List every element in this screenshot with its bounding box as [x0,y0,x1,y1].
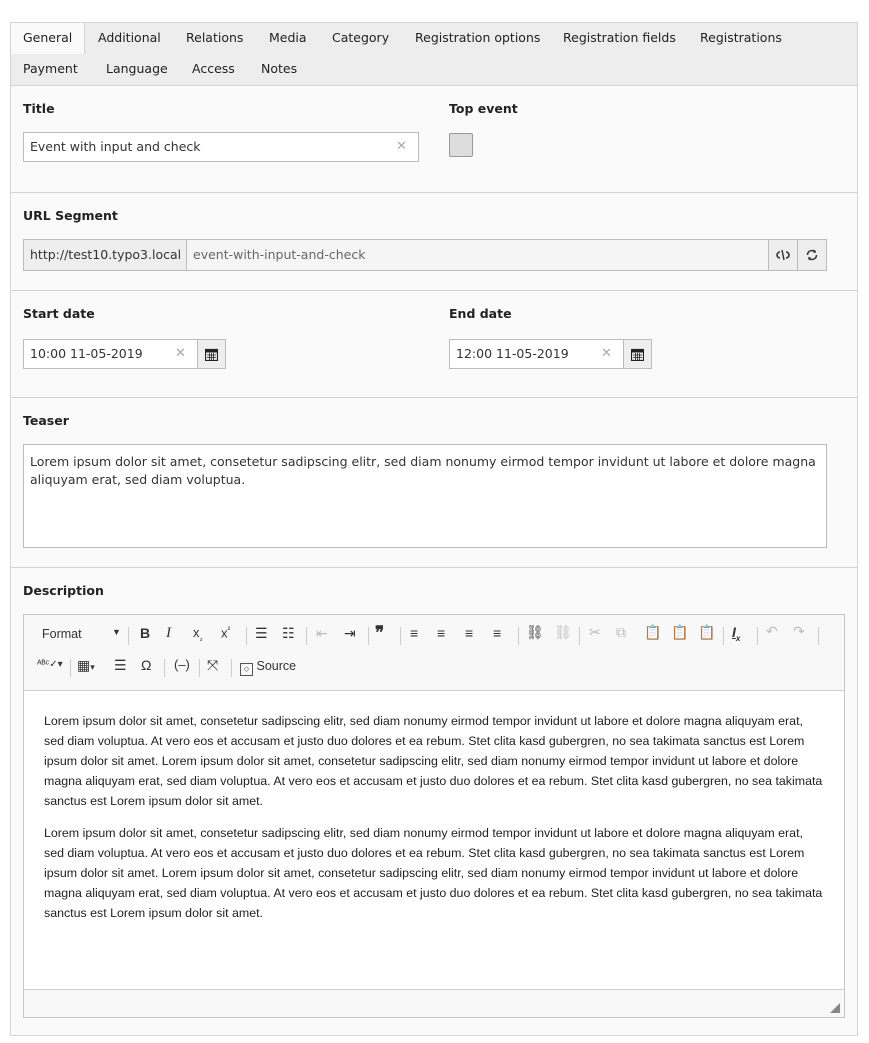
calendar-icon [205,348,218,361]
tab-language[interactable]: Language [106,61,168,76]
tab-category[interactable]: Category [332,30,390,45]
toolbar-separator [723,627,724,645]
align-justify-icon[interactable]: ≡ [493,625,502,641]
chevron-down-icon: ▼ [112,627,121,637]
special-char-icon[interactable]: Ω [141,657,152,673]
tab-additional[interactable]: Additional [98,30,161,45]
refresh-icon [805,248,819,262]
toggle-slug-icon [776,248,790,262]
title-label: Title [23,101,55,116]
source-button[interactable] [240,659,296,676]
toolbar-separator [579,627,580,645]
remove-format-icon[interactable]: $I_x$ [732,624,741,643]
editor-footer [24,989,844,1017]
toggle-slug-button[interactable] [768,239,798,271]
blockquote-icon[interactable]: ❞ [375,623,385,642]
rich-text-editor [23,614,845,1018]
description-paragraph: Lorem ipsum dolor sit amet, consetetur sadipscing elitr, sed diam nonumy eirmod tempor invidunt ut labore et dolore magna aliquyam erat, sed diam voluptua. At vero eos et accusam et justo duo dolores et ea rebum. Stet clita kasd gubergren, no sea takimata sanctus est Lorem ipsum dolor sit amet. Lorem ipsum dolor sit amet, consetetur sadipscing elitr, sed diam nonumy eirmod tempor invidunt ut labore et dolore magna aliquyam erat, sed diam voluptua. At vero eos et accusam et justo duo dolores et ea rebum. Stet clita kasd gubergren, no sea takimata sanctus est Lorem ipsum dolor sit amet. [44,714,823,808]
description-section [11,567,857,1035]
url-segment-label: URL Segment [23,208,118,223]
start-date-label: Start date [23,306,95,321]
tab-registrations[interactable]: Registrations [700,30,782,45]
title-value: Event with input and check [30,139,201,154]
align-center-icon[interactable]: ≡ [437,625,446,641]
editor-toolbar [24,615,844,691]
url-segment-input[interactable]: event-with-input-and-check [186,239,769,271]
tab-registration-fields[interactable]: Registration fields [563,30,676,45]
toolbar-separator [128,627,129,645]
toolbar-separator [400,627,401,645]
toolbar-separator [757,627,758,645]
toolbar-separator [518,627,519,645]
description-paragraph: Lorem ipsum dolor sit amet, consetetur sadipscing elitr, sed diam nonumy eirmod tempor invidunt ut labore et dolore magna aliquyam erat, sed diam voluptua. At vero eos et accusam et justo duo dolores et ea rebum. Stet clita kasd gubergren, no sea takimata sanctus est Lorem ipsum dolor sit amet. Lorem ipsum dolor sit amet, consetetur sadipscing elitr, sed diam nonumy eirmod tempor invidunt ut labore et dolore magna aliquyam erat, sed diam voluptua. At vero eos et accusam et justo duo dolores et ea rebum. Stet clita kasd gubergren, no sea takimata sanctus est Lorem ipsum dolor sit amet. [44,826,823,920]
url-prefix: http://test10.typo3.local [23,239,187,271]
toolbar-separator [231,659,232,677]
teaser-textarea[interactable]: Lorem ipsum dolor sit amet, consetetur sadipscing elitr, sed diam nonumy eirmod tempor invidunt ut labore et dolore magna aliquyam erat, sed diam voluptua. [23,444,827,548]
undo-icon[interactable]: ↶ [766,623,778,639]
toolbar-separator [199,659,200,677]
paste-text-icon[interactable]: 📋 [671,624,689,640]
toolbar-separator [164,659,165,677]
end-date-label: End date [449,306,512,321]
resize-handle-icon[interactable] [830,1003,840,1013]
superscript-button[interactable]: $x^{^2}$ [221,625,231,641]
start-date-picker-button[interactable] [197,339,226,369]
teaser-section [11,397,857,568]
dates-section [11,290,857,398]
outdent-icon[interactable]: ⇤ [316,625,328,641]
tab-bar [11,23,857,86]
title-input[interactable] [23,132,419,162]
end-date-input[interactable] [449,339,624,369]
paste-icon[interactable]: 📋 [644,624,662,640]
form-frame [10,22,858,1036]
title-section [11,85,857,193]
link-icon[interactable]: ⛓ [526,624,544,640]
numbered-list-icon[interactable]: ☰ [255,625,268,641]
tab-notes[interactable]: Notes [261,61,298,76]
toolbar-separator [246,627,247,645]
top-event-checkbox[interactable] [449,133,473,157]
cut-icon[interactable]: ✂ [589,624,601,640]
top-event-label: Top event [449,101,518,116]
indent-icon[interactable]: ⇥ [344,625,356,641]
clear-icon[interactable]: ✕ [396,139,407,154]
tab-relations[interactable]: Relations [186,30,244,45]
tab-general[interactable]: General [11,23,85,54]
table-icon[interactable]: ▦▾ [77,657,95,673]
start-date-input[interactable] [23,339,198,369]
align-right-icon[interactable]: ≡ [465,625,474,641]
copy-icon[interactable]: ⧉ [616,624,626,640]
source-label: Source [256,659,297,673]
spellcheck-icon[interactable]: ᴬᴮᶜ✓▾ [37,659,63,670]
refresh-slug-button[interactable] [797,239,827,271]
source-icon: ◇ [240,663,253,676]
clear-icon[interactable]: ✕ [601,346,612,361]
unlink-icon[interactable]: ⛓ [554,624,572,640]
italic-button[interactable]: I [166,625,171,641]
align-left-icon[interactable]: ≡ [410,625,419,641]
tab-media[interactable]: Media [269,30,307,45]
tab-payment[interactable]: Payment [23,61,78,76]
maximize-icon[interactable]: ⤧ [207,657,219,673]
url-segment-section [11,192,857,291]
start-date-value: 10:00 11-05-2019 [30,346,143,361]
horizontal-line-icon[interactable]: ☰ [114,657,127,673]
format-dropdown[interactable] [42,627,121,641]
toolbar-separator [70,659,71,677]
toolbar-separator [368,627,369,645]
end-date-picker-button[interactable] [623,339,652,369]
soft-hyphen-icon[interactable]: (–) [174,657,190,672]
description-label: Description [23,583,104,598]
editor-content[interactable] [24,691,844,989]
subscript-button[interactable]: $x_{_2}$ [193,625,203,643]
bold-button[interactable]: B [140,625,151,641]
calendar-icon [631,348,644,361]
end-date-value: 12:00 11-05-2019 [456,346,569,361]
clear-icon[interactable]: ✕ [175,346,186,361]
redo-icon[interactable]: ↷ [793,623,805,639]
teaser-label: Teaser [23,413,69,428]
bulleted-list-icon[interactable]: ☷ [282,625,295,641]
toolbar-separator [818,627,819,645]
paste-word-icon[interactable]: 📋 [698,624,716,640]
format-label: Format [42,627,82,641]
tab-registration-options[interactable]: Registration options [415,30,541,45]
toolbar-separator [306,627,307,645]
tab-access[interactable]: Access [192,61,235,76]
